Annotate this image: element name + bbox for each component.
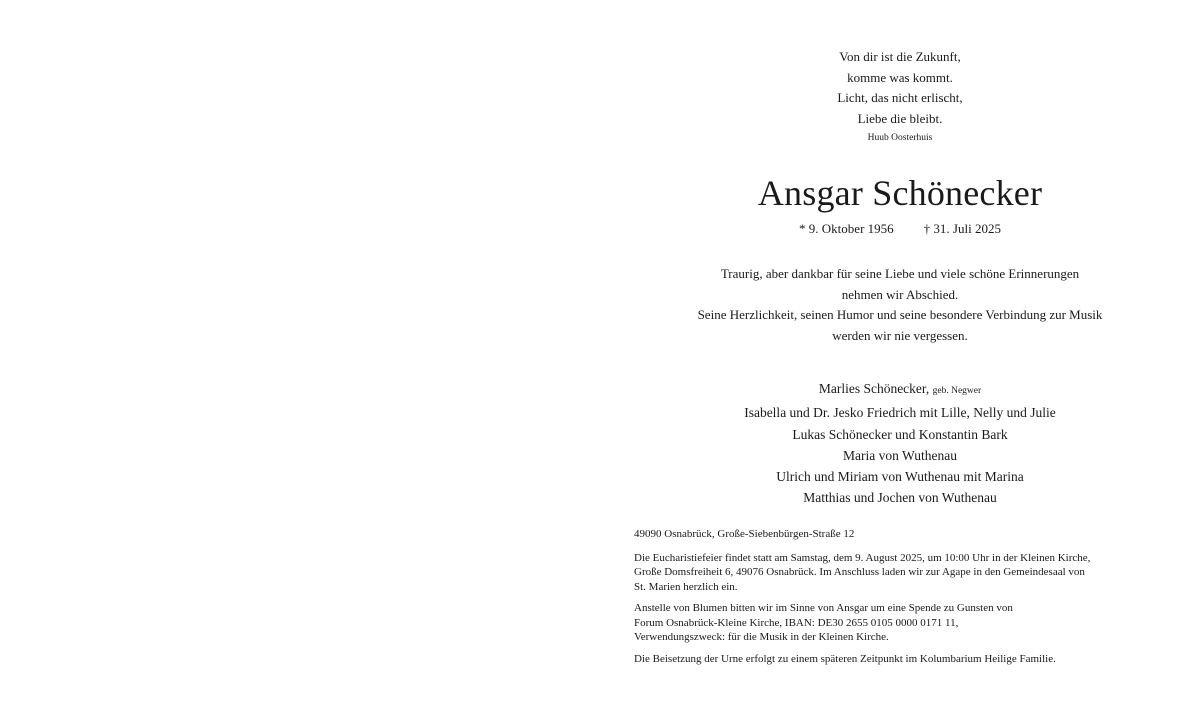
poem-line: Von dir ist die Zukunft, <box>839 49 961 64</box>
family-member: Matthias und Jochen von Wuthenau <box>803 490 997 506</box>
tribute-line: Traurig, aber dankbar für seine Liebe und viele schöne Erinnerungen <box>720 266 1080 281</box>
donation-line: Verwendungszweck: für die Musik in der Kleinen Kirche. <box>634 631 889 643</box>
tribute-line: Seine Herzlichkeit, seinen Humor und seine besondere Verbindung zur Musik <box>697 307 1103 322</box>
family-member: Lukas Schönecker und Konstantin Bark <box>792 426 1008 442</box>
family-member <box>600 378 1200 402</box>
family-member: Ulrich und Miriam von Wuthenau mit Marina <box>776 469 1024 485</box>
deceased-name: Ansgar Schönecker <box>757 173 1043 213</box>
burial-info: Die Beisetzung der Urne erfolgt zu einem späteren Zeitpunkt im Kolumbarium Heilige Familie. <box>634 652 1056 665</box>
maiden-name: geb. Negwer <box>932 386 982 396</box>
poem-line: komme was kommt. <box>847 69 953 85</box>
poem-author: Huub Oosterhuis <box>867 133 933 143</box>
donation-line: Anstelle von Blumen bitten wir im Sinne von Ansgar um eine Spende zu Gunsten von <box>634 602 1013 614</box>
family-member-name: Marlies Schönecker, <box>818 381 930 396</box>
poem-line: Licht, das nicht erlischt, <box>837 90 963 105</box>
death-date: † 31. Juli 2025 <box>923 221 1001 236</box>
family-member: Isabella und Dr. Jesko Friedrich mit Lille, Nelly und Julie <box>744 405 1056 421</box>
info-block <box>634 527 1174 673</box>
service-info <box>634 551 1174 595</box>
tribute-text <box>600 264 1200 346</box>
birth-date: * 9. Oktober 1956 <box>799 221 894 236</box>
poem <box>600 47 1200 146</box>
life-dates <box>600 220 1200 238</box>
family-member: Maria von Wuthenau <box>843 447 957 463</box>
donation-info <box>634 601 1174 645</box>
service-line: St. Marien herzlich ein. <box>634 580 738 593</box>
service-line: Große Domsfreiheit 6, 49076 Osnabrück. Im Anschluss laden wir zur Agape in den Gemeindesaal von <box>634 566 1085 578</box>
poem-line: Liebe die bleibt. <box>857 110 943 126</box>
service-line: Die Eucharistiefeier findet statt am Samstag, dem 9. August 2025, um 10:00 Uhr in der Kleinen Kirche, <box>634 551 1091 564</box>
donation-line: Forum Osnabrück-Kleine Kirche, IBAN: DE30 2655 0105 0000 0171 11, <box>634 616 959 629</box>
tribute-line: werden wir nie vergessen. <box>832 327 968 343</box>
address: 49090 Osnabrück, Große-Siebenbürgen-Straße 12 <box>634 528 855 540</box>
family-list <box>600 378 1200 509</box>
tribute-line: nehmen wir Abschied. <box>841 286 959 302</box>
